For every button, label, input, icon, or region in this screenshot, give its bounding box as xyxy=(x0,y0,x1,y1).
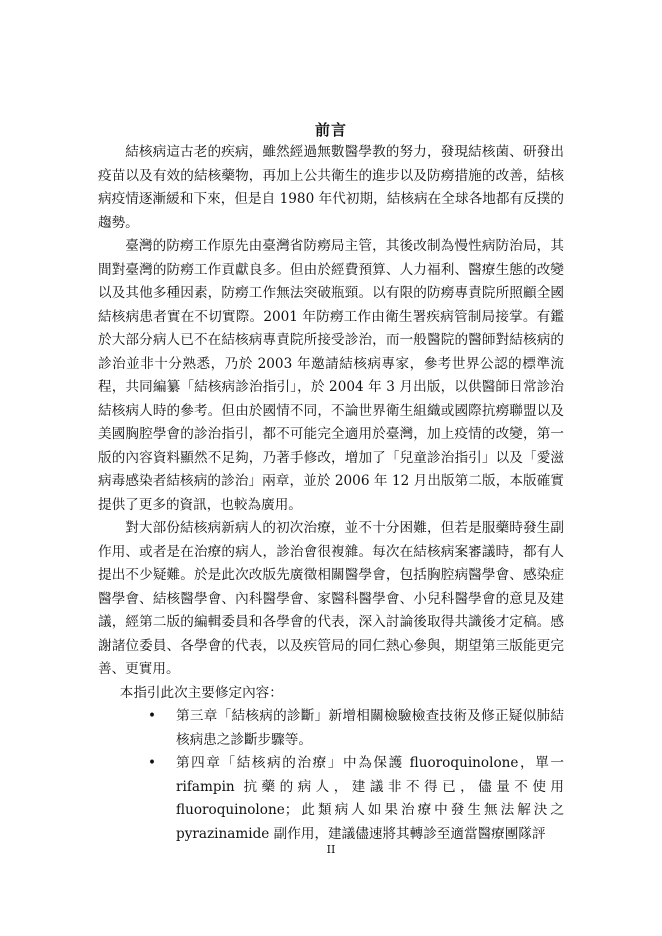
revision-list xyxy=(98,705,564,846)
list-item-text: 第四章「結核病的治療」中為保護 fluoroquinolone，單一rifampin 抗藥的病人，建議非不得已，儘量不使用fluoroquinolone；此類病人如果治療中發生無法解決之pyrazinamide 副作用，建議儘速將其轉診至適當醫療團隊評 xyxy=(176,755,564,842)
list-item xyxy=(98,705,564,752)
list-intro: 本指引此次主要修定內容： xyxy=(119,684,283,701)
paragraph-2: 臺灣的防癆工作原先由臺灣省防癆局主管，其後改制為慢性病防治局，其間對臺灣的防癆工作貢獻良多。但由於經費預算、人力福利、醫療生態的改變以及其他多種因素，防癆工作無法突破瓶頸。以有限的防癆專責院所照顧全國結核病患者實在不切實際。2001 年防癆工作由衛生署疾病管制局接掌。有鑑於大部分病人已不在結核病專責院所接受診治，而一般醫院的醫師對結核病的診治並非十分熟悉，乃於 2003 年邀請結核病專家，參考世界公認的標準流程，共同編纂「結核病診治指引」，於 2004 年 3 月出版，以供醫師日常診治結核病人時的參考。但由於國情不同，不論世界衛生組織或國際抗癆聯盟以及美國胸腔學會的診治指引，都不可能完全適用於臺灣，加上疫情的改變，第一版的內容資料顯然不足夠，乃著手修改，增加了「兒童診治指引」以及「愛滋病毒感染者結核病的診治」兩章，並於 2006 年 12 月出版第二版，本版確實提供了更多的資訊，也較為廣用。 xyxy=(98,238,564,513)
list-item-text: 第三章「結核病的診斷」新增相關檢驗檢查技術及修正疑似肺結核病患之診斷步驟等。 xyxy=(176,708,564,748)
bullet-icon: • xyxy=(148,708,157,724)
paragraph-3: 對大部份結核病新病人的初次治療，並不十分困難，但若是服藥時發生副作用、或者是在治療的病人，診治會很複雜。每次在結核病案審議時，都有人提出不少疑難。於是此次改版先廣徵相關醫學會，包括胸腔病醫學會、感染症醫學會、結核醫學會、內科醫學會、家醫科醫學會、小兒科醫學會的意見及建議，經第二版的編輯委員和各學會的代表，深入討論後取得共識後才定稿。感謝諸位委員、各學會的代表，以及疾管局的同仁熱心參與，期望第三版能更完善、更實用。 xyxy=(98,520,564,677)
page-title: 前言 xyxy=(314,121,347,139)
paragraph-1: 結核病這古老的疾病，雖然經過無數醫學教的努力，發現結核菌、研發出疫苗以及有效的結核藥物，再加上公共衛生的進步以及防癆措施的改善，結核病疫情逐漸緩和下來，但是自 1980 年代初期，結核病在全球各地都有反撲的趨勢。 xyxy=(98,144,564,231)
page-number: II xyxy=(326,843,336,856)
bullet-icon: • xyxy=(148,755,157,771)
document-body xyxy=(98,141,564,846)
list-item xyxy=(98,752,564,846)
